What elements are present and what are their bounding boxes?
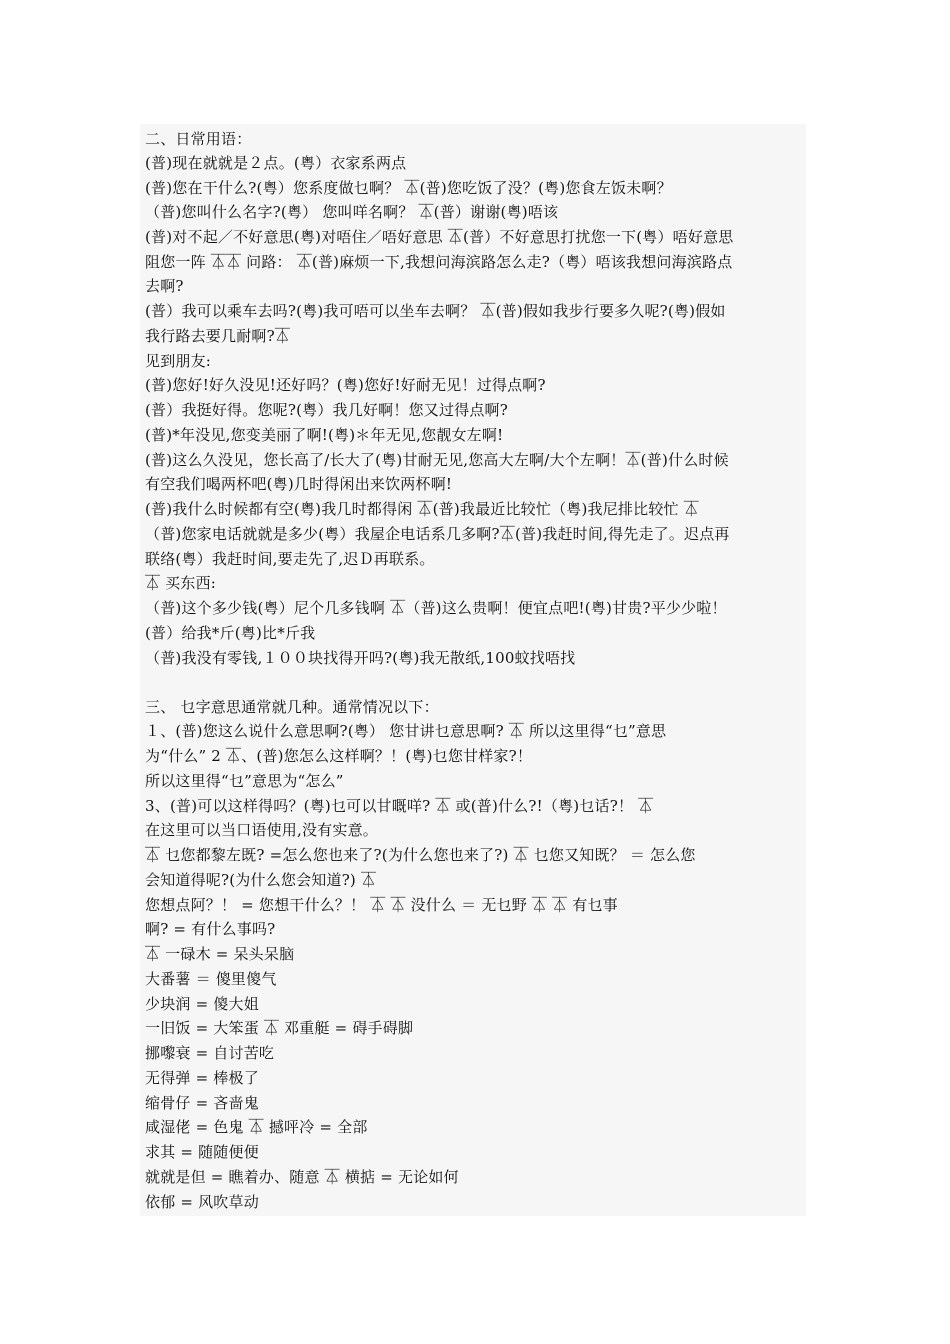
glossary-item: ⏄ 一碌木 = 呆头呆脑 [145,945,295,963]
text-line: 我行路去要几耐啊?⏄ [145,327,291,345]
glossary-item: 求其 = 随随便便 [145,1143,259,1161]
text-line: （普)您家电话就就是多少(粤）我屋企电话系几多啊?⏄(普)我赶时间,得先走了。迟点再 [145,525,730,543]
text-line: 会知道得呢?(为什么您会知道?) ⏄ [145,871,377,889]
glossary-item: 依郁 = 风吹草动 [145,1193,259,1211]
section-heading-daily-phrases: 二、日常用语： [145,130,252,148]
subheading-shopping: ⏄ 买东西: [145,574,217,592]
glossary-item: 挪嚟衰 = 自讨苦吃 [145,1044,275,1062]
glossary-item: 就就是但 = 瞧着办、随意 ⏄ 横掂 = 无论如何 [145,1168,459,1186]
text-line: 在这里可以当口语使用,没有实意。 [145,821,378,839]
text-line: １、(普)您这么说什么意思啊?(粤） 您甘讲乜意思啊? ⏄ 所以这里得“乜”意思 [145,722,667,740]
text-line: 您想点阿？！ = 您想干什么？！ ⏄ ⏄ 没什么 ＝ 无乜野 ⏄ ⏄ 有乜事 [145,896,618,914]
glossary-item: 缩骨仔 = 吝啬鬼 [145,1094,259,1112]
section-heading-mie-meaning: 三、 乜字意思通常就几种。通常情况以下： [145,698,439,716]
glossary-item: 一旧饭 = 大笨蛋 ⏄ 邓重艇 = 碍手碍脚 [145,1019,414,1037]
text-line: (普)对不起／不好意思(粤)对唔住／唔好意思 ⏄(普）不好意思打扰您一下(粤）唔好意思 [145,228,734,246]
text-line: 为“什么” 2 ⏄、(普)您怎么这样啊？！(粤)乜您甘样家?！ [145,747,533,765]
text-line: （普)我没有零钱,１００块找得开吗?(粤)我无散纸,100蚊找唔找 [145,649,576,667]
text-line: (普)我什么时候都有空(粤)我几时都得闲 ⏄(普)我最近比较忙（粤)我尼排比较忙 ⏄ [145,500,699,518]
glossary-item: 少块润 = 傻大姐 [145,995,259,1013]
text-line: (普)现在就就是２点。(粤）衣家系两点 [145,154,407,172]
text-line: 阻您一阵 ⏄⏄ 问路： ⏄(普)麻烦一下,我想问海滨路怎么走?（粤）唔该我想问海滨路点 [145,253,733,271]
text-line: (普)这么久没见，您长高了/长大了(粤)甘耐无见,您高大左啊/大个左啊！⏄(普)什么时候 [145,451,729,469]
text-line: (普）我挺好得。您呢?(粤）我几好啊！您又过得点啊? [145,401,508,419]
text-line: 联络(粤）我赶时间,要走先了,迟Ｄ再联系。 [145,550,435,568]
subheading-meeting-friends: 见到朋友: [145,352,212,370]
text-line: 有空我们喝两杯吧(粤)几时得闲出来饮两杯啊! [145,475,453,493]
text-line: ⏄ 乜您都黎左既? =怎么您也来了?(为什么您也来了?) ⏄ 乜您又知既？ ＝ 怎么您 [145,846,696,864]
text-line: (普)您好!好久没见!还好吗？(粤)您好!好耐无见！过得点啊? [145,376,546,394]
text-line: 啊? = 有什么事吗? [145,920,276,938]
text-line: (普)您在干什么?(粤）您系度做乜啊？ ⏄(普)您吃饭了没？(粤)您食左饭未啊？ [145,179,672,197]
text-line: (普）我可以乘车去吗?(粤)我可唔可以坐车去啊？ ⏄(普)假如我步行要多久呢?(粤)假如 [145,302,726,320]
glossary-item: 咸湿佬 = 色鬼 ⏄ 撼呯冷 = 全部 [145,1118,368,1136]
glossary-item: 大番薯 ＝ 傻里傻气 [145,970,277,988]
glossary-item: 无得弹 = 棒极了 [145,1069,259,1087]
text-line: (普）给我*斤(粤)比*斤我 [145,624,316,642]
text-line: 所以这里得“乜”意思为“怎么” [145,772,344,790]
text-line: 去啊? [145,277,184,295]
text-line: 3、(普)可以这样得吗？(粤)乜可以甘嘅咩? ⏄ 或(普)什么?!（粤)乜话?！ ⏄ [145,797,654,815]
text-line: （普)您叫什么名字?(粤） 您叫咩名啊？ ⏄(普）谢谢(粤)唔该 [145,203,559,221]
text-line: （普)这个多少钱(粤）尼个几多钱啊 ⏄（普)这么贵啊！便宜点吧!(粤)甘贵?平少少啦！ [145,599,727,617]
text-line: (普)*年没见,您变美丽了啊!(粤)＊年无见,您靓女左啊! [145,426,504,444]
